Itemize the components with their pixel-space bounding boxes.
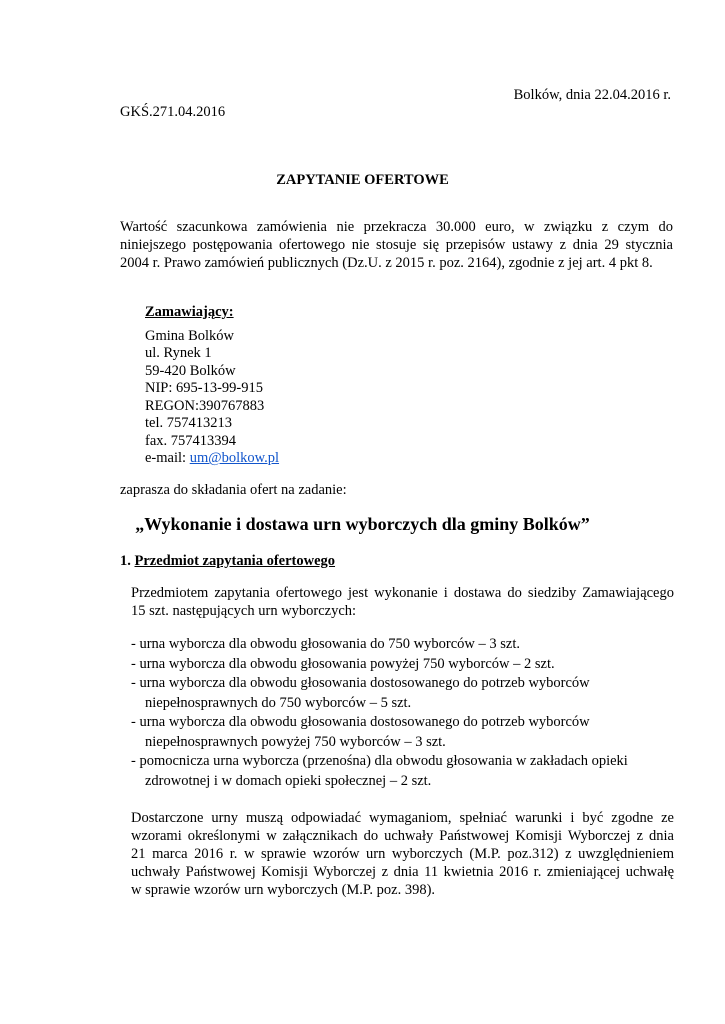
- list-item: - urna wyborcza dla obwodu głosowania dostosowanego do potrzeb wyborców: [131, 714, 590, 730]
- document-title: ZAPYTANIE OFERTOWE: [276, 172, 449, 188]
- list-item-continuation: zdrowotnej i w domach opieki społecznej – 2 szt.: [145, 772, 432, 789]
- buyer-street: ul. Rynek 1: [145, 345, 212, 361]
- buyer-nip: NIP: 695-13-99-915: [145, 380, 264, 396]
- paragraph-line: Przedmiotem zapytania ofertowego jest wykonanie i dostawa do siedziby Zamawiającego: [131, 585, 674, 601]
- paragraph-line: 21 marca 2016 r. w sprawie wzorów urn wyborczych (M.P. poz.312) z uwzględnieniem: [131, 846, 674, 862]
- intro-line: Wartość szacunkowa zamówienia nie przekracza 30.000 euro, w związku z czym do: [120, 219, 673, 235]
- urn-list: [131, 635, 628, 791]
- paragraph-line: Dostarczone urny muszą odpowiadać wymaganiom, spełniać warunki i być zgodne ze: [131, 810, 674, 826]
- email-label: e-mail:: [145, 450, 190, 466]
- buyer-fax: fax. 757413394: [145, 432, 237, 449]
- list-item-continuation: niepełnosprawnych powyżej 750 wyborców – 3 szt.: [145, 733, 446, 750]
- intro-line: 2004 r. Prawo zamówień publicznych (Dz.U. z 2015 r. poz. 2164), zgodnie z jej art. 4 pkt 8.: [120, 255, 653, 271]
- list-item: - urna wyborcza dla obwodu głosowania powyżej 750 wyborców – 2 szt.: [131, 655, 555, 672]
- buyer-name: Gmina Bolków: [145, 327, 235, 344]
- buyer-tel: tel. 757413213: [145, 415, 232, 431]
- place-date: Bolków, dnia 22.04.2016 r.: [513, 87, 671, 103]
- list-item: - urna wyborcza dla obwodu głosowania do 750 wyborców – 3 szt.: [131, 636, 520, 652]
- section-number: 1.: [120, 553, 135, 569]
- paragraph-line: wzorami określonymi w załącznikach do uchwały Państwowej Komisji Wyborczej z dnia: [131, 828, 674, 844]
- buyer-heading: Zamawiający:: [145, 304, 234, 320]
- intro-paragraph: [120, 218, 673, 272]
- buyer-postal: 59-420 Bolków: [145, 362, 236, 379]
- section-title: Przedmiot zapytania ofertowego: [134, 553, 336, 569]
- task-title: „Wykonanie i dostawa urn wyborczych dla gminy Bolków”: [135, 514, 590, 534]
- list-item: - urna wyborcza dla obwodu głosowania dostosowanego do potrzeb wyborców: [131, 675, 590, 691]
- section-paragraph-1: [131, 584, 674, 620]
- paragraph-line: uchwały Państwowej Komisji Wyborczej z dnia 11 kwietnia 2016 r. zmieniającej uchwałę: [131, 864, 674, 880]
- reference-number: GKŚ.271.04.2016: [120, 104, 226, 120]
- buyer-email-row: [145, 449, 279, 467]
- buyer-block: [145, 303, 279, 467]
- paragraph-line: 15 szt. następujących urn wyborczych:: [131, 603, 357, 619]
- buyer-regon: REGON:390767883: [145, 397, 265, 414]
- intro-line: niniejszego postępowania ofertowego nie stosuje się przepisów ustawy z dnia 29 stycznia: [120, 237, 673, 253]
- section-paragraph-2: [131, 809, 674, 899]
- email-link[interactable]: um@bolkow.pl: [189, 450, 280, 466]
- section-heading: [120, 552, 335, 570]
- paragraph-line: w sprawie wzorów urn wyborczych (M.P. poz. 398).: [131, 882, 436, 898]
- list-item-continuation: niepełnosprawnych do 750 wyborców – 5 szt.: [145, 694, 412, 711]
- invite-text: zaprasza do składania ofert na zadanie:: [120, 482, 347, 498]
- list-item: - pomocnicza urna wyborcza (przenośna) dla obwodu głosowania w zakładach opieki: [131, 753, 628, 769]
